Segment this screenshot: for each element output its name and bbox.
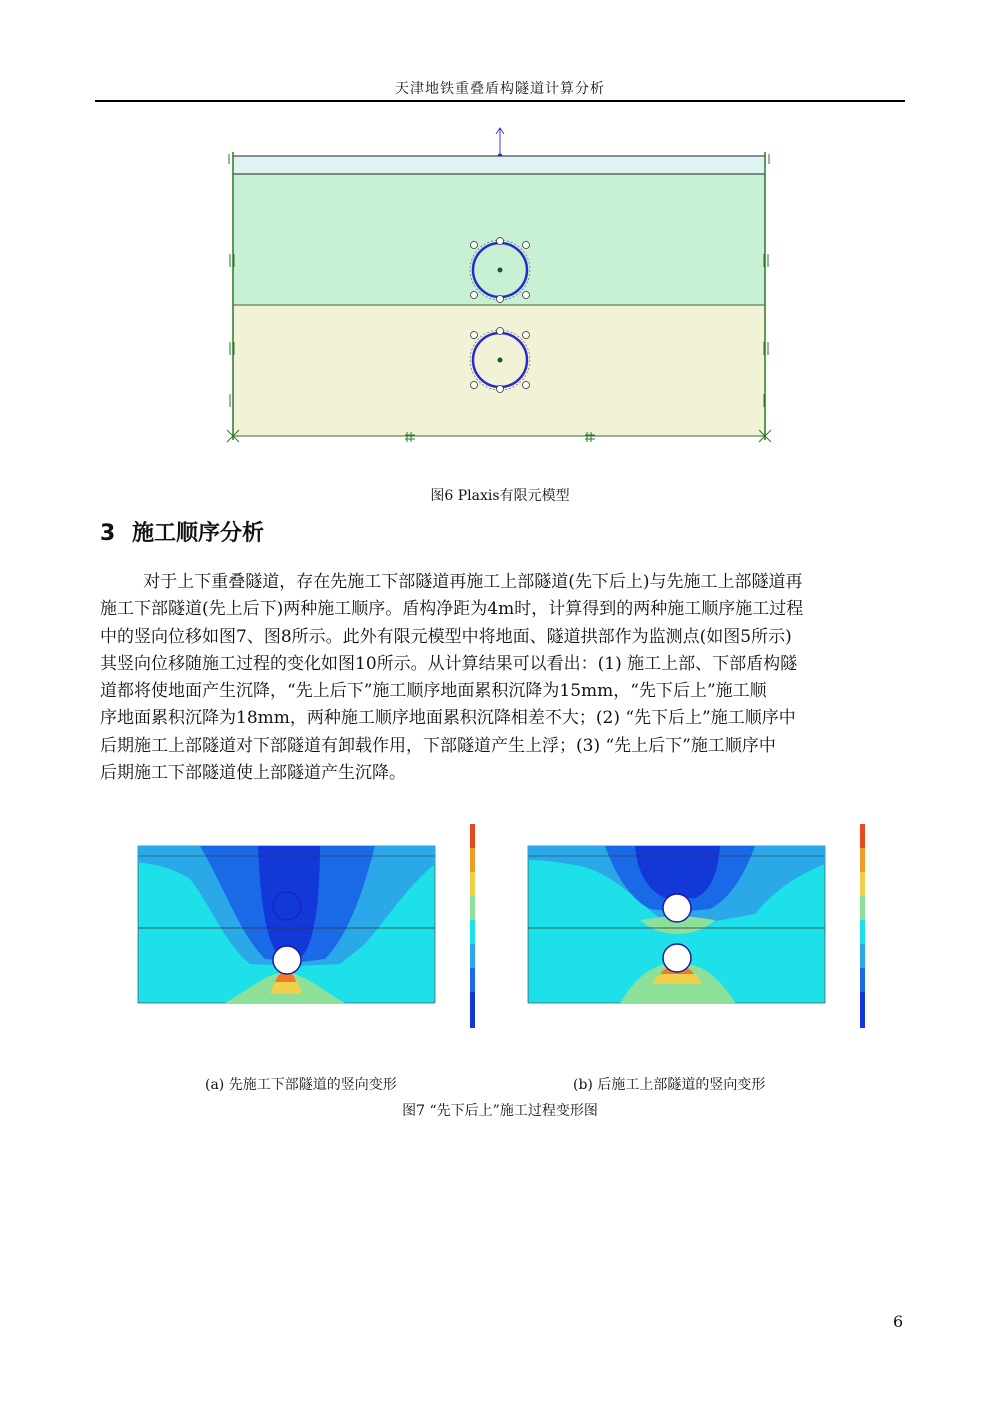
body-line: 后期施工下部隧道使上部隧道产生沉降。 [100,763,406,784]
figure-7a-caption: (a) 先施工下部隧道的竖向变形 [205,1077,397,1093]
body-line: 道都将使地面产生沉降，“先上后下”施工顺序地面累积沉降为15mm，“先下后上”施工顺 [100,681,767,702]
body-line: 施工下部隧道(先上后下)两种施工顺序。盾构净距为4m时，计算得到的两种施工顺序施工过程 [100,599,804,620]
surface-layer [233,156,765,174]
figure-7b-caption: (b) 后施工上部隧道的竖向变形 [573,1077,766,1093]
header-rule [95,100,905,102]
page-number: 6 [893,1312,904,1331]
plaxis-model-figure [225,124,775,449]
axis-indicator [496,128,525,159]
lower-soil-layer [233,305,765,436]
body-line: 对于上下重叠隧道，存在先施工下部隧道再施工上部隧道(先下后上)与先施工上部隧道再 [100,572,803,592]
body-line: 其竖向位移随施工过程的变化如图10所示。从计算结果可以看出：(1) 施工上部、下部盾构隧 [100,653,798,674]
body-line: 中的竖向位移如图7、图8所示。此外有限元模型中将地面、隧道拱部作为监测点(如图5所示) [100,626,792,647]
contour-legend [860,824,865,1028]
section-number: 3 [100,521,116,546]
body-line: 序地面累积沉降为18mm，两种施工顺序地面累积沉降相差不大；(2) “先下后上”施工顺序中 [100,708,796,729]
deformation-contour-a [130,794,500,1039]
section-title: 施工顺序分析 [132,521,265,546]
figure-6-caption: 图6 Plaxis有限元模型 [430,488,570,504]
section-heading [100,516,264,547]
contour-legend [470,824,475,1028]
figure-7-caption: 图7 “先下后上”施工过程变形图 [402,1103,598,1119]
body-paragraph [100,569,900,787]
body-line: 后期施工上部隧道对下部隧道有卸载作用，下部隧道产生上浮；(3) “先上后下”施工顺序中 [100,735,776,756]
deformation-contour-b [520,794,890,1039]
running-header: 天津地铁重叠盾构隧道计算分析 [395,81,605,97]
